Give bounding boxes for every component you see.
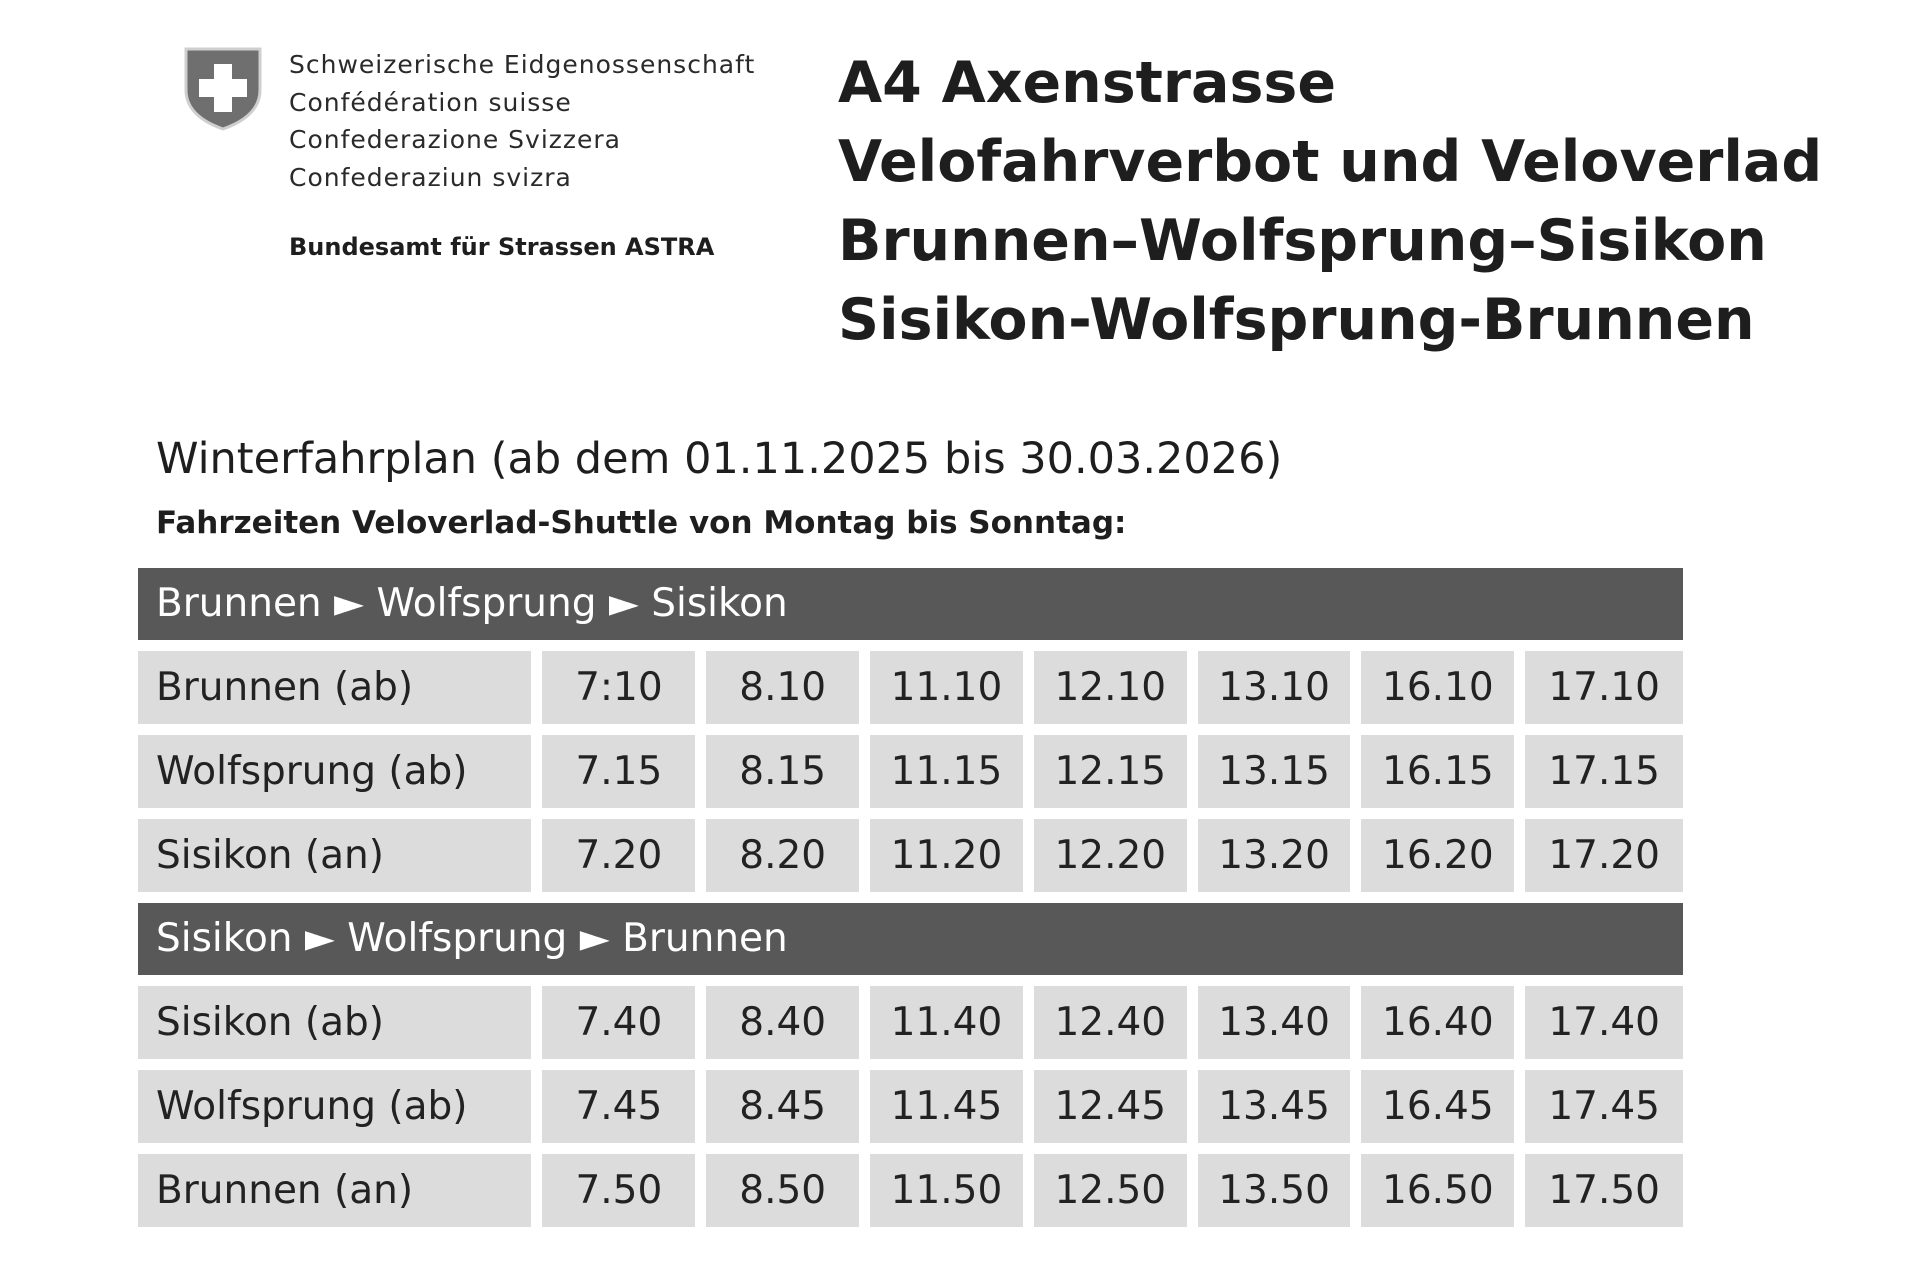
stop-name: Sisikon (ab) (138, 986, 531, 1059)
departure-time: 16.15 (1361, 735, 1514, 808)
table-row (138, 651, 1683, 724)
departure-time: 13.15 (1198, 735, 1351, 808)
stop-name: Wolfsprung (ab) (138, 1070, 531, 1143)
title-line-road: A4 Axenstrasse (838, 50, 1336, 116)
departure-time: 11.40 (870, 986, 1023, 1059)
stop-name: Sisikon (an) (138, 819, 531, 892)
departure-time: 8.15 (706, 735, 859, 808)
departure-time: 8.45 (706, 1070, 859, 1143)
departure-time: 7.45 (542, 1070, 695, 1143)
arrival-time: 7.50 (542, 1154, 695, 1227)
arrival-time: 7.20 (542, 819, 695, 892)
arrival-time: 12.20 (1034, 819, 1187, 892)
departure-time: 12.45 (1034, 1070, 1187, 1143)
arrival-time: 13.20 (1198, 819, 1351, 892)
agency-name-de: Schweizerische Eidgenossenschaft (289, 50, 756, 79)
departure-time: 17.45 (1525, 1070, 1683, 1143)
table-row (138, 986, 1683, 1059)
arrival-time: 17.50 (1525, 1154, 1683, 1227)
departure-time: 11.15 (870, 735, 1023, 808)
departure-time: 13.40 (1198, 986, 1351, 1059)
direction-header: Brunnen ► Wolfsprung ► Sisikon (138, 568, 1683, 640)
arrival-time: 16.20 (1361, 819, 1514, 892)
departure-time: 11.45 (870, 1070, 1023, 1143)
title-line-ban: Velofahrverbot und Veloverlad (838, 129, 1823, 195)
arrival-time: 11.20 (870, 819, 1023, 892)
agency-name-block (289, 46, 755, 196)
stop-name: Brunnen (an) (138, 1154, 531, 1227)
agency-name-fr: Confédération suisse (289, 87, 572, 117)
arrival-time: 12.50 (1034, 1154, 1187, 1227)
departure-time: 7.15 (542, 735, 695, 808)
timetable-subtitle: Fahrzeiten Veloverlad-Shuttle von Montag bis Sonntag: (156, 505, 1127, 541)
arrival-time: 13.50 (1198, 1154, 1351, 1227)
departure-time: 17.10 (1525, 651, 1683, 724)
stop-name: Wolfsprung (ab) (138, 735, 531, 808)
table-row (138, 1070, 1683, 1143)
title-line-route-north: Brunnen–Wolfsprung–Sisikon (838, 208, 1767, 274)
agency-name-it: Confederazione Svizzera (289, 125, 621, 154)
departure-time: 12.15 (1034, 735, 1187, 808)
arrival-time: 17.20 (1525, 819, 1683, 892)
table-row (138, 819, 1683, 892)
departure-time: 16.10 (1361, 651, 1514, 724)
departure-time: 12.40 (1034, 986, 1187, 1059)
departure-time: 8.40 (706, 986, 859, 1059)
direction-group (138, 568, 1683, 892)
departure-time: 7:10 (542, 651, 695, 724)
page-title (838, 44, 1822, 360)
agency-name-rm: Confederaziun svizra (289, 162, 572, 192)
title-line-route-south: Sisikon-Wolfsprung-Brunnen (838, 287, 1755, 353)
arrival-time: 11.50 (870, 1154, 1023, 1227)
direction-header: Sisikon ► Wolfsprung ► Brunnen (138, 903, 1683, 975)
arrival-time: 8.20 (706, 819, 859, 892)
timetable (138, 568, 1683, 1238)
office-name: Bundesamt für Strassen ASTRA (289, 233, 715, 261)
table-row (138, 735, 1683, 808)
arrival-time: 16.50 (1361, 1154, 1514, 1227)
departure-time: 16.40 (1361, 986, 1514, 1059)
departure-time: 8.10 (706, 651, 859, 724)
departure-time: 12.10 (1034, 651, 1187, 724)
departure-time: 11.10 (870, 651, 1023, 724)
direction-group (138, 903, 1683, 1227)
timetable-title: Winterfahrplan (ab dem 01.11.2025 bis 30.03.2026) (156, 434, 1283, 484)
departure-time: 13.45 (1198, 1070, 1351, 1143)
arrival-time: 8.50 (706, 1154, 859, 1227)
swiss-crest-icon (183, 46, 263, 132)
departure-time: 13.10 (1198, 651, 1351, 724)
departure-time: 16.45 (1361, 1070, 1514, 1143)
table-row (138, 1154, 1683, 1227)
stop-name: Brunnen (ab) (138, 651, 531, 724)
departure-time: 7.40 (542, 986, 695, 1059)
departure-time: 17.40 (1525, 986, 1683, 1059)
departure-time: 17.15 (1525, 735, 1683, 808)
